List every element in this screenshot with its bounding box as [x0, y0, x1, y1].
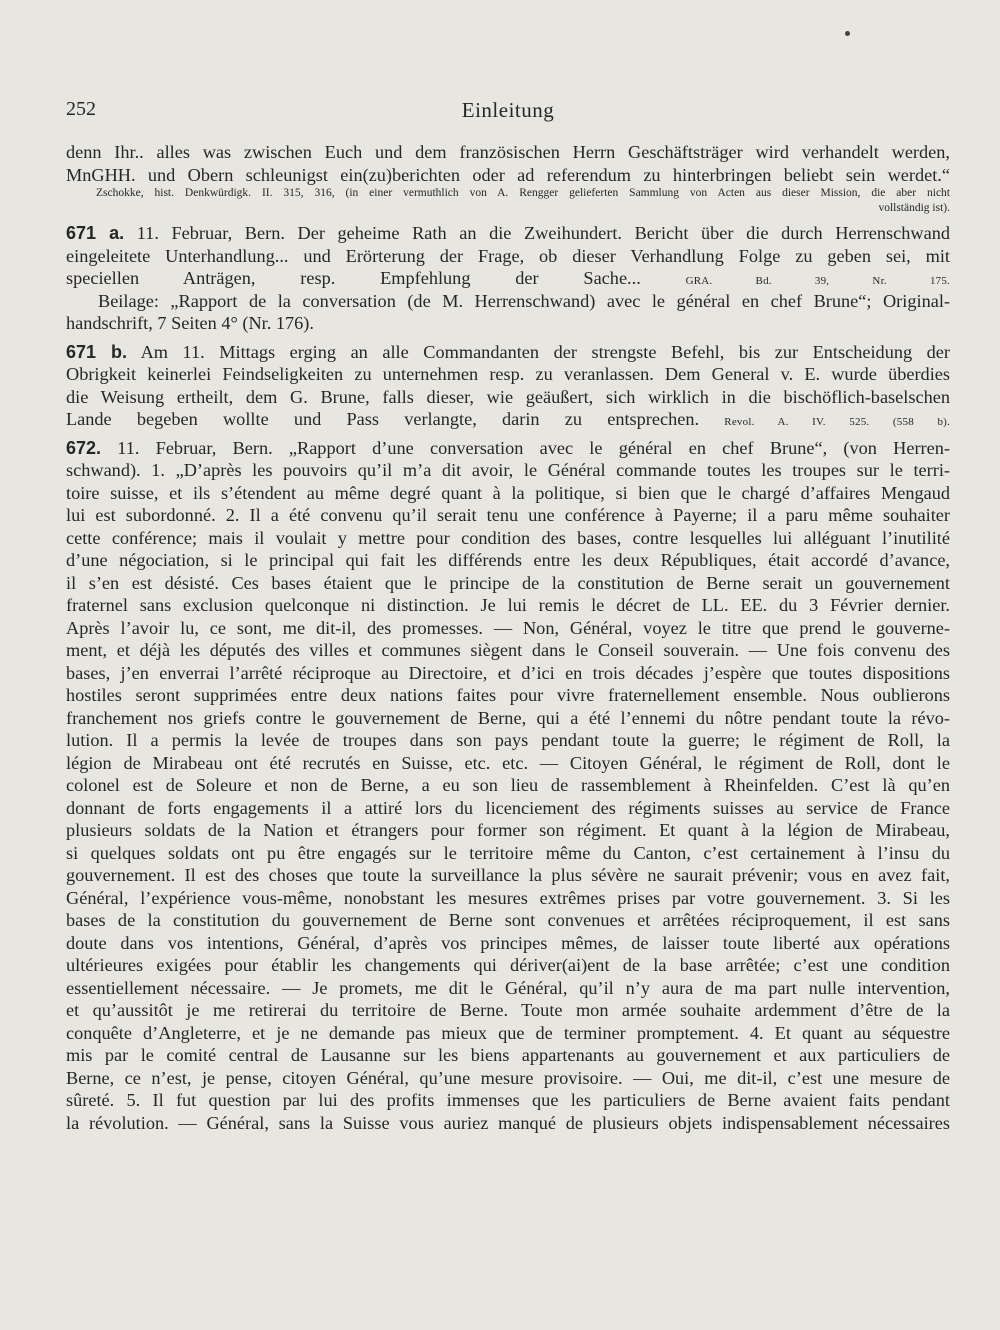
- entry-672-line: mis par le comité central de Lausanne sur les biens appartenants au gouvernement et aux particuliers de: [66, 1045, 950, 1065]
- entry-672-line: cette conférence; mais il voulait y mettre pour condition des bases, contre lesquelles lui alléguant l’inutilité: [66, 527, 950, 548]
- entry-671b-line: Obrigkeit keinerlei Feindseligkeiten zu unternehmen resp. zu veranlassen. Dem General v. E. wurde überdies: [66, 364, 950, 384]
- page-header: [66, 98, 950, 128]
- entry-671b-line: die Weisung ertheilt, dem G. Brune, falls dieser, wie geäußert, sich wirklich in die bischöflich-baselschen: [66, 386, 950, 407]
- entry-672-line: et qu’aussitôt je me retirerai du territoire de Berne. Toute mon armée souhaite ardemment d’être de la: [66, 1000, 950, 1020]
- entry-672-body: [66, 459, 950, 1134]
- entry-672-line: lution. Il a permis la levée de troupes dans son pays pendant toute la guerre; le régiment de Roll, la: [66, 730, 950, 750]
- footnote-line: Zschokke, hist. Denkwürdigk. II. 315, 316, (in einer vermuthlich von A. Rengger gelieferten Sammlung von Acten aus dieser Mission, die aber nicht: [96, 187, 950, 199]
- entry-672-line: franchement nos griefs contre le gouvernement de Berne, qui a été l’ennemi du nôtre pendant toute la révo-: [66, 707, 950, 728]
- entry-672-line: d’une négociation, si le principal qui fait les différends entre les deux Républiques, était accordé d’avance,: [66, 550, 950, 570]
- entry-672-line: Général, l’expérience vous-même, nonobstant les mesures extrêmes prises par votre gouvernement. 3. Si les: [66, 887, 950, 908]
- entry-672-line: sûreté. 5. Il fut question par lui des profits immenses que les particuliers de Berne avaient faits pendant: [66, 1090, 950, 1110]
- entry-672-line: la révolution. — Général, sans la Suisse vous auriez manqué de plusieurs objets indispensablement nécessaires: [66, 1112, 950, 1133]
- entry-672-line: doute dans vos intentions, Général, d’après vos principes mêmes, de laisser toute liberté aux opérations: [66, 932, 950, 953]
- entry-671a-line: speciellen Anträgen, resp. Empfehlung der Sache... GRA. Bd. 39, Nr. 175.: [66, 268, 951, 288]
- entry-672-line: 672. 11. Februar, Bern. „Rapport d’une conversation avec le général en chef Brune“, (von Herren-: [66, 437, 950, 458]
- entry-672-line: plusieurs soldats de la Nation et étrangers pour former son régiment. Et quant à la légion de Mirabeau,: [66, 820, 950, 840]
- entry-672-line: Berne, ce n’est, je pense, citoyen Général, qu’une mesure provisoire. — Oui, me dit-il, c’est une mesure de: [66, 1067, 950, 1088]
- entry-672-line: toire suisse, et ils s’étendent au même degré quant à la politique, si bien que le chargé d’affaires Mengaud: [66, 482, 950, 503]
- entry-number: 672.: [66, 437, 102, 458]
- entry-671b-line: Lande begeben wollte und Pass verlangte, darin zu entsprechen. Revol. A. IV. 525. (558 b).: [66, 409, 950, 429]
- entry-671a-line: 671 a. 11. Februar, Bern. Der geheime Rath an die Zweihundert. Bericht über die durch Herrenschwand: [66, 223, 951, 243]
- entry-672-line: si quelques soldats ont pu être engagés sur le territoire même du Canton, c’est certainement à l’insu du: [66, 842, 950, 863]
- entry-672-line: ultérieures exigées pour établir les changements qui dériver(ai)ent de la base arrêtée; c’est une condition: [66, 955, 950, 975]
- text-line: denn Ihr.. alles was zwischen Euch und dem französischen Herrn Geschäftsträger wird verhandelt werden,: [66, 142, 950, 162]
- page-body: [66, 141, 950, 1134]
- footnote-line: vollständig ist).: [878, 202, 950, 214]
- entry-672-line: donnant de forts engagements il a attiré lors du licenciement des régiments suisses au service de France: [66, 797, 950, 818]
- entry-671a-line: eingeleitete Unterhandlung... und Erörterung der Frage, ob dieser Verhandlung Folge zu geben sei, mit: [66, 245, 950, 266]
- entry-671a-line: handschrift, 7 Seiten 4° (Nr. 176).: [66, 313, 314, 333]
- entry-672-line: conquête d’Angleterre, et je ne demande pas mieux que de terminer promptement. 4. Et quant au séquestre: [66, 1022, 950, 1043]
- entry-672-line: ment, et déjà les députés des villes et communes siègent dans le Conseil souverain. — Une fois convenu des: [66, 640, 950, 660]
- speck-mark: [845, 31, 850, 36]
- entry-671b-line: 671 b. Am 11. Mittags erging an alle Commandanten der strengste Befehl, bis zur Entscheidung der: [66, 341, 951, 362]
- entry-672-line: fraternel sans exclusion quelconque ni distinction. Je lui remis le décret de LL. EE. du 3 Février dernier.: [66, 595, 950, 615]
- entry-672-line: colonel est de Soleure et non de Berne, a eu son lieu de rassemblement à Rheinfelden. C’est là qu’en: [66, 775, 950, 795]
- entry-672-line: gouvernement. Il est des choses que toute la surveillance la plus sévère ne saurait prévenir; vous en avez fait,: [66, 865, 950, 885]
- entry-672-line: essentiellement nécessaire. — Je promets, me dit le Général, qu’il n’y aura de ma part nulle intervention,: [66, 977, 950, 998]
- entry-671a-line: Beilage: „Rapport de la conversation (de M. Herrenschwand) avec le général en chef Brune“; Original-: [98, 290, 950, 311]
- entry-672-line: il s’en est désisté. Ces bases étaient que le principe de la constitution de Berne serait un gouvernement: [66, 572, 950, 593]
- running-title: Einleitung: [461, 98, 555, 122]
- source-citation: Revol. A. IV. 525. (558 b).: [724, 416, 950, 428]
- page-number: 252: [66, 98, 96, 120]
- entry-672-line: Après l’avoir lu, ce sont, me dit-il, des promesses. — Non, Général, voyez le titre que prend le gouverne-: [66, 617, 950, 638]
- entry-672-line: lui est subordonné. 2. Il a été convenu qu’il serait tenu une conférence à Payerne; il a paru même souhaiter: [66, 505, 950, 525]
- entry-number: 671 a.: [66, 223, 125, 243]
- entry-672-line: bases, j’en enverrai l’arrêté réciproque au Directoire, et d’ici en trois décades j’espère que toutes dispositions: [66, 662, 950, 683]
- entry-672-line: bases de la constitution du gouvernement de Berne sont convenues et arrêtées réciproquement, il est sans: [66, 910, 950, 930]
- source-citation: GRA. Bd. 39, Nr. 175.: [685, 275, 951, 287]
- entry-672-line: schwand). 1. „D’après les pouvoirs qu’il m’a dit avoir, le Général commande toutes les troupes sur le terri-: [66, 460, 950, 480]
- entry-672-line: hostiles seront supprimées entre deux nations faites pour vivre fraternellement ensemble. Nous oublierons: [66, 685, 950, 705]
- entry-672-line: légion de Mirabeau ont été recrutés en Suisse, etc. etc. — Citoyen Général, le régiment de Roll, dont le: [66, 752, 950, 773]
- entry-number: 671 b.: [66, 341, 128, 362]
- text-line: MnGHH. und Obern schleunigst ein(zu)berichten oder ad referendum zu hinterbringen beliebt sein werdet.“: [66, 164, 950, 185]
